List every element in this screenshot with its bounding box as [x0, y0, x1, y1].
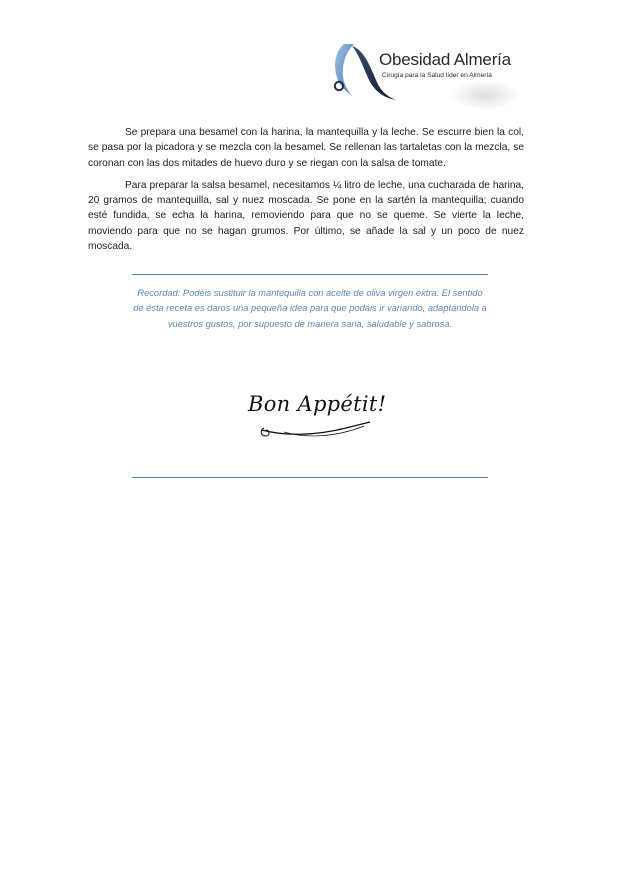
logo-tagline: Cirugía para la Salud líder en Almería: [382, 72, 492, 79]
recipe-paragraph: Para preparar la salsa besamel, necesitamos ¼ litro de leche, una cucharada de harina, 20 gramos de mantequilla, sal y nuez moscada. Se pone en la sartén la mantequilla; cuando esté fundida, se echa la harina, removiendo para que no se queme. Se vierte la leche, moviendo para que no se hagan grumos. Por último, se añade la sal y un poco de nuez moscada.: [88, 179, 524, 253]
header-logo: [330, 40, 520, 104]
bon-appetit-signature: [248, 392, 387, 444]
signoff-text: Bon Appétit!: [248, 392, 387, 416]
reminder-note: Recordad: Podéis sustituir la mantequilla con aceite de oliva virgen extra. El sentido de ésta receta es daros una pequeña idea para que podáis ir variando, adaptándola a vuestros gustos, por supuesto de manera sana, saludable y sabrosa.: [133, 288, 487, 329]
recipe-body: [88, 125, 524, 261]
logo-title: Obesidad Almería: [379, 50, 511, 69]
note-divider-bottom: [132, 477, 488, 478]
recipe-paragraph: Se prepara una besamel con la harina, la mantequilla y la leche. Se escurre bien la col, se pasa por la picadora y se mezcla con la besamel. Se rellenan las tartaletas con la mezcla, se coronan con las dos mitades de huevo duro y se riegan con la salsa de tomate.: [88, 127, 524, 169]
logo-shadow: [450, 80, 520, 110]
flourish-icon: [254, 410, 374, 440]
note-divider-top: [132, 274, 488, 275]
